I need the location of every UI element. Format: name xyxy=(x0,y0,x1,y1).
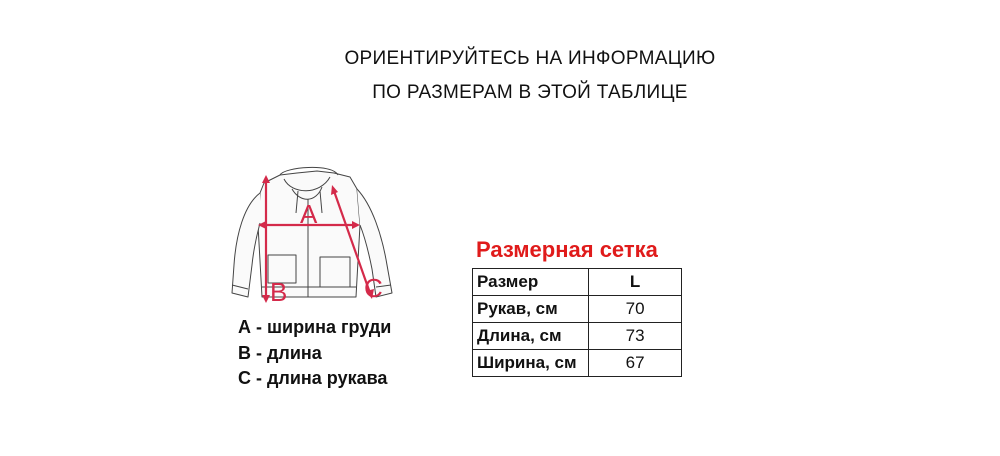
size-grid-title: Размерная сетка xyxy=(476,237,658,262)
table-row xyxy=(473,323,682,350)
row-value-cell: 73 xyxy=(589,323,682,350)
legend-item-c: С - длина рукава xyxy=(238,368,388,388)
heading-line-2: ПО РАЗМЕРАМ В ЭТОЙ ТАБЛИЦЕ xyxy=(372,82,688,103)
table-header-row xyxy=(473,269,682,296)
row-label-cell: Ширина, см xyxy=(473,350,589,377)
table-row xyxy=(473,350,682,377)
header-label-cell: Размер xyxy=(473,269,589,296)
header-size-cell: L xyxy=(589,269,682,296)
row-value-cell: 70 xyxy=(589,296,682,323)
row-value-cell: 67 xyxy=(589,350,682,377)
table-row xyxy=(473,296,682,323)
label-b: B xyxy=(270,277,288,307)
jacket-measurement-diagram xyxy=(222,165,407,310)
row-label-cell: Рукав, см xyxy=(473,296,589,323)
size-table xyxy=(472,268,682,377)
legend-item-b: В - длина xyxy=(238,342,322,363)
heading-line-1: ОРИЕНТИРУЙТЕСЬ НА ИНФОРМАЦИЮ xyxy=(344,48,716,69)
label-c: C xyxy=(364,273,383,303)
label-a: A xyxy=(300,199,318,229)
row-label-cell: Длина, см xyxy=(473,323,589,350)
legend-item-a: А - ширина груди xyxy=(238,317,392,337)
measurement-legend xyxy=(238,315,391,392)
